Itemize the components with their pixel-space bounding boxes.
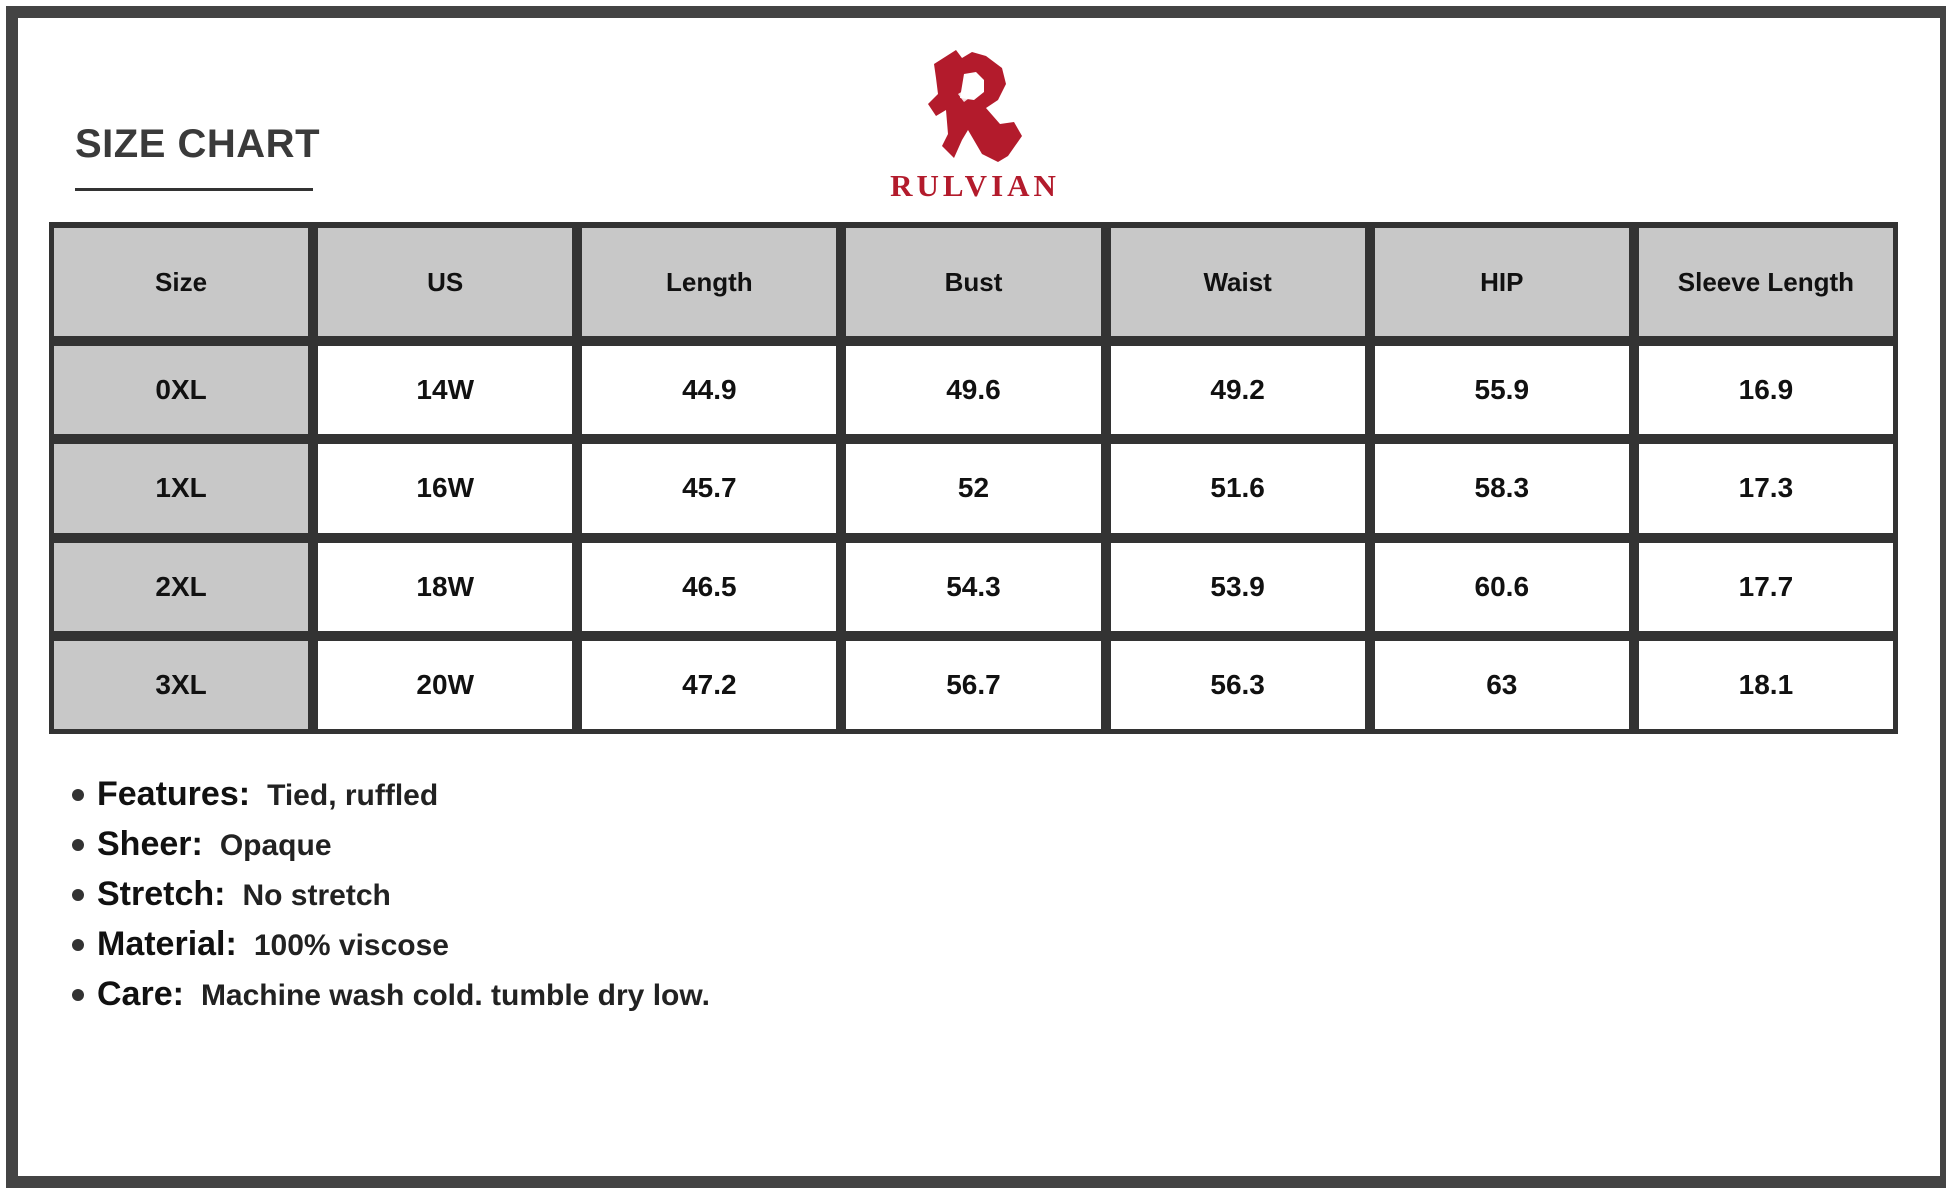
table-cell: 58.3 (1375, 444, 1629, 532)
feature-item (72, 875, 710, 925)
bullet-icon (72, 889, 84, 901)
table-size-cell: 2XL (54, 543, 308, 631)
table-cell: 54.3 (846, 543, 1100, 631)
table-header-cell: Sleeve Length (1639, 228, 1893, 336)
table-cell: 18W (318, 543, 572, 631)
table-cell: 55.9 (1375, 346, 1629, 434)
table-cell: 46.5 (582, 543, 836, 631)
table-header-cell: Size (54, 228, 308, 336)
table-cell: 47.2 (582, 641, 836, 729)
rulvian-r-logo-icon (928, 50, 1022, 162)
feature-item (72, 825, 710, 875)
table-cell: 56.7 (846, 641, 1100, 729)
table-cell: 20W (318, 641, 572, 729)
page-title: SIZE CHART (75, 122, 320, 166)
feature-item (72, 925, 710, 975)
table-cell: 52 (846, 444, 1100, 532)
table-size-cell: 1XL (54, 444, 308, 532)
table-header-cell: Bust (846, 228, 1100, 336)
feature-label: Care: (97, 975, 184, 1013)
table-cell: 63 (1375, 641, 1629, 729)
feature-item (72, 775, 710, 825)
bullet-icon (72, 989, 84, 1001)
feature-label: Stretch: (97, 875, 226, 913)
table-header-cell: US (318, 228, 572, 336)
feature-list (72, 775, 710, 1025)
table-cell: 17.7 (1639, 543, 1893, 631)
feature-value: Tied, ruffled (267, 779, 439, 812)
table-cell: 60.6 (1375, 543, 1629, 631)
table-cell: 51.6 (1111, 444, 1365, 532)
table-cell: 14W (318, 346, 572, 434)
table-cell: 16W (318, 444, 572, 532)
table-header-cell: HIP (1375, 228, 1629, 336)
brand-name: RULVIAN (890, 168, 1060, 203)
feature-value: Machine wash cold. tumble dry low. (200, 979, 710, 1012)
feature-label: Material: (97, 925, 237, 963)
table-cell: 18.1 (1639, 641, 1893, 729)
table-cell: 45.7 (582, 444, 836, 532)
table-size-cell: 3XL (54, 641, 308, 729)
table-cell: 56.3 (1111, 641, 1365, 729)
bullet-icon (72, 839, 84, 851)
feature-label: Sheer: (97, 825, 203, 863)
feature-label: Features: (97, 775, 251, 813)
table-cell: 49.6 (846, 346, 1100, 434)
table-size-cell: 0XL (54, 346, 308, 434)
table-cell: 17.3 (1639, 444, 1893, 532)
table-cell: 49.2 (1111, 346, 1365, 434)
table-cell: 16.9 (1639, 346, 1893, 434)
feature-value: Opaque (219, 829, 332, 862)
table-cell: 53.9 (1111, 543, 1365, 631)
table-header-cell: Waist (1111, 228, 1365, 336)
bullet-icon (72, 789, 84, 801)
title-underline (75, 188, 313, 191)
table-cell: 44.9 (582, 346, 836, 434)
size-table (49, 222, 1898, 734)
brand-logo (875, 50, 1075, 205)
feature-value: 100% viscose (253, 929, 449, 962)
feature-value: No stretch (242, 879, 391, 912)
bullet-icon (72, 939, 84, 951)
feature-item (72, 975, 710, 1025)
table-header-cell: Length (582, 228, 836, 336)
